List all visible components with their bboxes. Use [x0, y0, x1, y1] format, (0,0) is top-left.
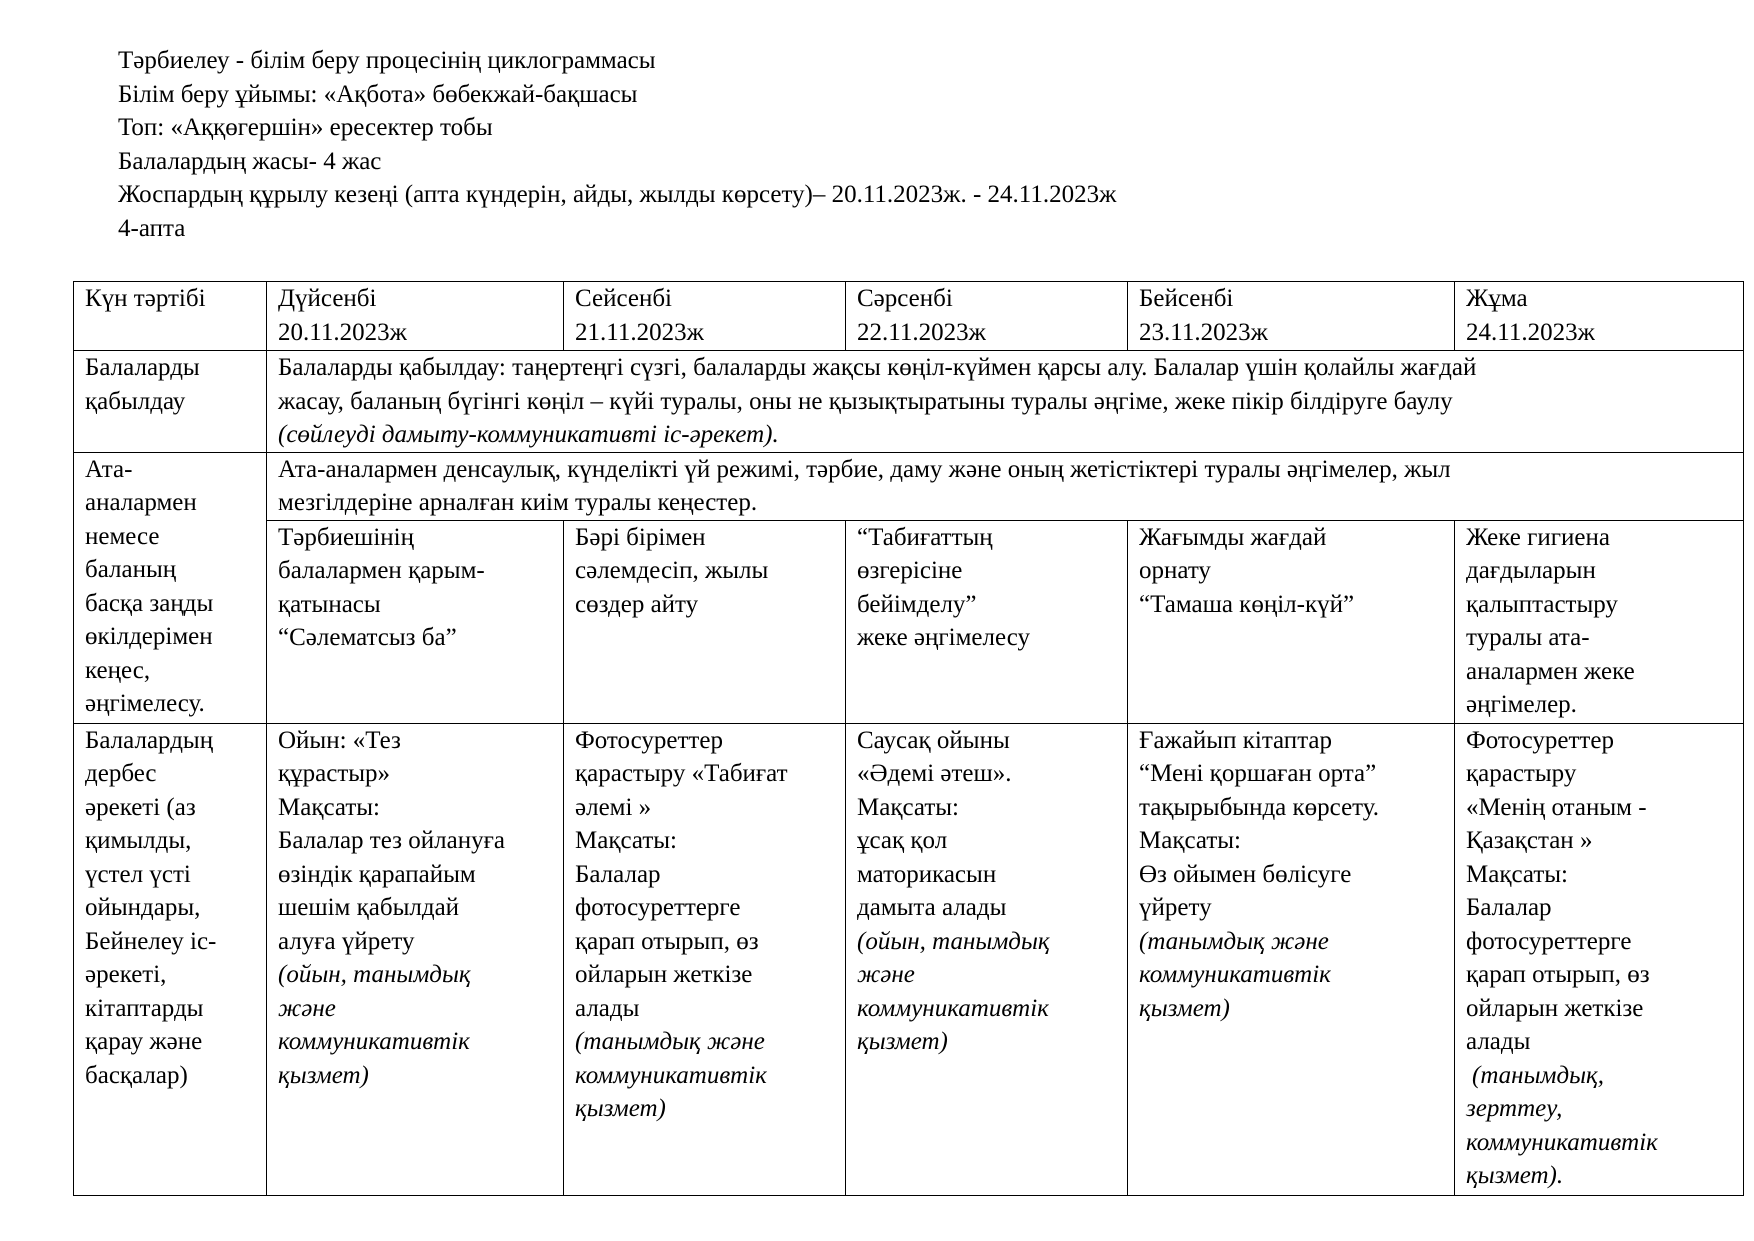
row-label-parents: Ата- аналармен немесе баланың басқа заңды өкілдерімен кеңес, әңгімелесу. — [74, 452, 267, 723]
age-line: Балалардың жасы- 4 жас — [118, 147, 382, 175]
parents-cell-wednesday: “Табиғаттың өзгерісіне бейімделу” жеке әңгімелесу — [846, 520, 1128, 723]
group-line: Топ: «Аққөгершін» ересектер тобы — [118, 114, 493, 141]
table-row-parents-common — [74, 452, 1744, 520]
activity-cell-monday: Ойын: «Тез құрастыр» Мақсаты: Балалар тез ойлануға өзіндік қарапайым шешім қабылдай алуға үйрету (ойын, танымдық және коммуникативтік қызмет) — [267, 723, 564, 1195]
organization-line: Білім беру ұйымы: «Ақбота» бөбекжай-бақшасы — [118, 80, 638, 108]
parents-cell-thursday: Жағымды жағдай орнату “Тамаша көңіл-күй” — [1128, 520, 1455, 723]
table-row-activity — [74, 723, 1744, 1195]
week-line: 4-апта — [118, 214, 186, 242]
header-cell-friday: Жұма 24.11.2023ж — [1455, 282, 1744, 351]
row-label-activity: Балалардың дербес әрекеті (аз қимылды, үстел үсті ойындары, Бейнелеу іс- әрекеті, кітаптарды қарау және басқалар) — [74, 723, 267, 1195]
doc-title: Тәрбиелеу - білім беру процесінің циклограммасы — [118, 47, 656, 74]
table-header-row — [74, 282, 1744, 351]
table-row-reception — [74, 351, 1744, 453]
header-cell-schedule: Күн тәртібі — [74, 282, 267, 351]
period-line: Жоспардың құрылу кезеңі (апта күндерін, айды, жылды көрсету)– 20.11.2023ж. - 24.11.2023ж — [118, 181, 1117, 208]
header-cell-wednesday: Сәрсенбі 22.11.2023ж — [846, 282, 1128, 351]
header-cell-thursday: Бейсенбі 23.11.2023ж — [1128, 282, 1455, 351]
table-row-parents-days — [74, 520, 1744, 723]
activity-cell-wednesday: Саусақ ойыны «Әдемі әтеш». Мақсаты: ұсақ қол маторикасын дамыта алады (ойын, танымдық және коммуникативтік қызмет) — [846, 723, 1128, 1195]
parents-cell-tuesday: Бәрі бірімен сәлемдесіп, жылы сөздер айту — [564, 520, 846, 723]
activity-cell-friday: Фотосуреттер қарастыру «Менің отаным - Қазақстан » Мақсаты: Балалар фотосуреттерге қарап отырып, өз ойларын жеткізе алады (танымдық, зерттеу, коммуникативтік қызмет). — [1455, 723, 1744, 1195]
header-cell-monday: Дүйсенбі 20.11.2023ж — [267, 282, 564, 351]
parents-cell-friday: Жеке гигиена дағдыларын қалыптастыру туралы ата- аналармен жеке әңгімелер. — [1455, 520, 1744, 723]
activity-cell-tuesday: Фотосуреттер қарастыру «Табиғат әлемі » Мақсаты: Балалар фотосуреттерге қарап отырып, өз ойларын жеткізе алады (танымдық және коммуникативтік қызмет) — [564, 723, 846, 1195]
parents-cell-monday: Тәрбиешінің балалармен қарым- қатынасы “Сәлематсыз ба” — [267, 520, 564, 723]
parents-common-text: Ата-аналармен денсаулық, күнделікті үй режимі, тәрбие, даму және оның жетістіктері туралы әңгімелер, жыл мезгілдеріне арналған киім туралы кеңестер. — [267, 452, 1744, 520]
row-label-reception: Балаларды қабылдау — [74, 351, 267, 453]
activity-cell-thursday: Ғажайып кітаптар “Мені қоршаған орта” тақырыбында көрсету. Мақсаты: Өз ойымен бөлісуге үйрету (танымдық және коммуникативтік қызмет) — [1128, 723, 1455, 1195]
reception-text: Балаларды қабылдау: таңертеңгі сүзгі, балаларды жақсы көңіл-күймен қарсы алу. Балалар үшін қолайлы жағдай жасау, баланың бүгінгі көңіл – күйі туралы, оны не қызықтыратыны туралы әңгіме, жеке пікір білдіруге баулу (сөйлеуді дамыту-коммуникативті іс-әрекет). — [267, 351, 1744, 453]
header-cell-tuesday: Сейсенбі 21.11.2023ж — [564, 282, 846, 351]
document-header — [118, 44, 1116, 245]
cyclogram-table — [73, 281, 1744, 1196]
